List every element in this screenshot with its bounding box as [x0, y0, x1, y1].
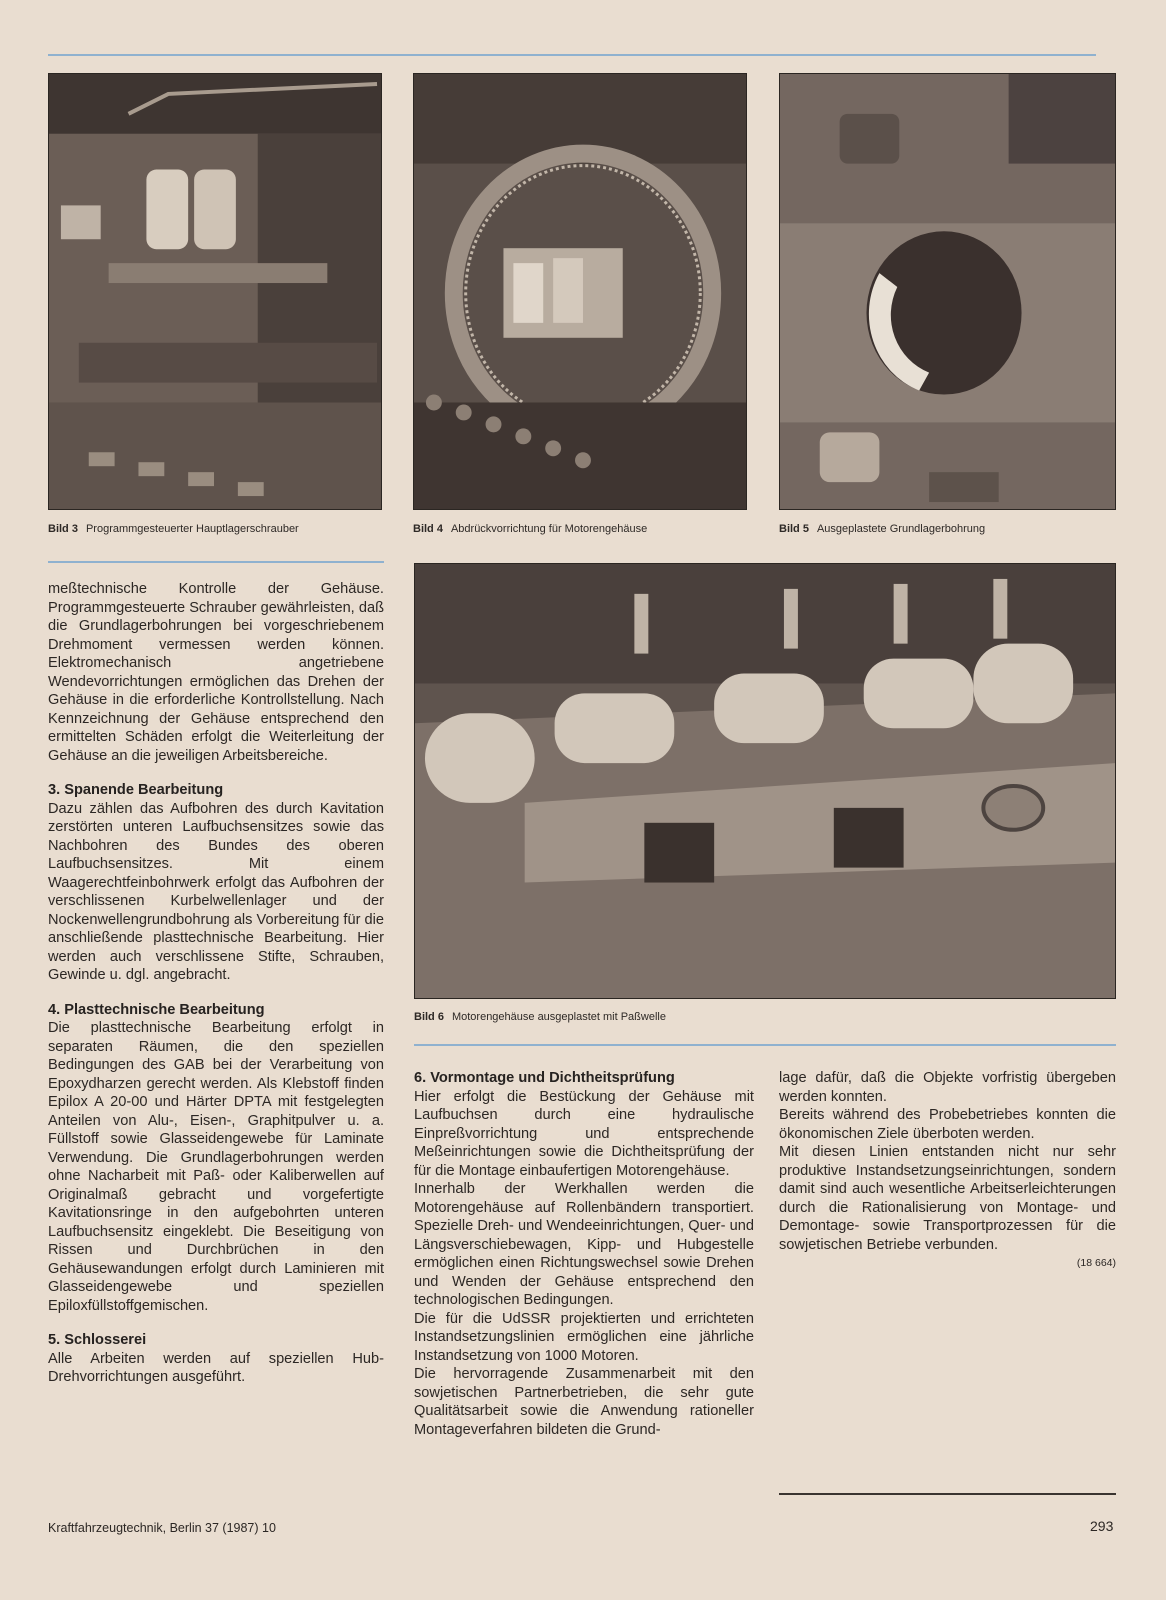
journal-footer: Kraftfahrzeugtechnik, Berlin 37 (1987) 10 [48, 1521, 276, 1535]
paragraph: lage dafür, daß die Objekte vorfristig übergeben werden konnten. [779, 1070, 1116, 1105]
paragraph: Die plasttechnische Bearbeitung erfolgt in separaten Räumen, die den speziellen Bedingungen des GAB bei der Verarbeitung von Epoxydharzen gerecht werden. Als Klebstoff finden Epilox A 20-00 und Härter DPTA mit festgelegten Anteilen von Alu-, Eisen-, Graphitpulver u. a. Füllstoff sowie Glasseidengewebe für Laminate Verwendung. Die Grundlagerbohrungen werden ohne Nacharbeit mit Paß- oder Kaliberwellen auf Originalmaß gebracht und vorgefertigte Kavitationsringe in den aufgebohrten unteren Laufbuchsensitz eingeklebt. Die Beseitigung von Rissen und Durchbrüchen in den Gehäusewandungen erfolgt durch Laminieren mit Glasseidengewebe und speziellen Epiloxfüllstoffgemischen. [48, 1020, 384, 1314]
paragraph: Innerhalb der Werkhallen werden die Motorengehäuse auf Rollenbändern transportiert. Spezielle Dreh- und Wendeeinrichtungen, Quer- und Längsverschiebewagen, Kipp- und Hubgestelle ermöglichen einen Richtungswechsel sowie Drehen und Wenden der Gehäuse entsprechend den technologischen Bedingungen. [414, 1181, 754, 1308]
photo-bild-3 [48, 73, 382, 510]
page-number: 293 [1090, 1518, 1114, 1534]
section-heading: 6. Vormontage und Dichtheitsprüfung [414, 1070, 675, 1086]
photo-bild-6 [414, 563, 1116, 999]
paragraph: Bereits während des Probebetriebes konnten die ökonomischen Ziele überboten werden. [779, 1107, 1116, 1142]
paragraph: Hier erfolgt die Bestückung der Gehäuse mit Laufbuchsen durch eine hydraulische Einpreßvorrichtung und entsprechende Meßeinrichtungen sowie die Dichtheitsprüfung der für die Montage einbaufertigen Motorengehäuse. [414, 1088, 754, 1179]
paragraph: meßtechnische Kontrolle der Gehäuse. Programmgesteuerte Schrauber gewährleisten, daß die Grundlagerbohrungen bei vorgeschriebenem Drehmoment vermessen werden können. Elektromechanisch angetriebene Wendevorrichtungen ermöglichen das Drehen der Gehäuse in die erforderliche Kontrollstellung. Nach Kennzeichnung der Gehäuse entsprechend den ermittelten Schäden erfolgt die Weiterleitung der Gehäuse an die jeweiligen Arbeitsbereiche. [48, 581, 384, 764]
article-reference-number: (18 664) [1076, 1257, 1116, 1269]
paragraph: Die für die UdSSR projektierten und errichteten Instandsetzungslinien ermöglichen eine jährliche Instandsetzung von 1000 Motoren. [414, 1310, 754, 1364]
section-heading: 3. Spanende Bearbeitung [48, 782, 224, 798]
figure-number: Bild 5 [779, 523, 809, 535]
top-rule [48, 54, 1096, 56]
caption-bild-3 [48, 522, 299, 536]
caption-bild-5 [779, 522, 985, 536]
paragraph: Alle Arbeiten werden auf speziellen Hub-Drehvorrichtungen ausgeführt. [48, 1350, 384, 1385]
text-column-1 [48, 580, 384, 1387]
photo-bild-4 [413, 73, 747, 510]
left-column-rule [48, 561, 384, 563]
paragraph: Mit diesen Linien entstanden nicht nur sehr produktive Instandsetzungseinrichtungen, sondern damit sind auch wesentliche Arbeitserleichterungen durch die Rationalisierung von Montage- und Demontage- sowie Transportprozessen für die sowjetischen Betriebe verbunden. [779, 1144, 1116, 1253]
text-column-3 [779, 1069, 1116, 1273]
text-column-2 [414, 1069, 754, 1439]
caption-bild-6 [414, 1010, 666, 1024]
caption-bild-4 [413, 522, 647, 536]
figure-number: Bild 3 [48, 523, 78, 535]
section-heading: 4. Plasttechnische Bearbeitung [48, 1001, 265, 1018]
paragraph: Die hervorragende Zusammenarbeit mit den sowjetischen Partnerbetrieben, die sehr gute Qualitätsarbeit sowie die Anwendung rationeller Montageverfahren bildeten die Grund- [414, 1366, 754, 1438]
figure-caption-text: Ausgeplastete Grundlagerbohrung [816, 523, 986, 535]
figure-caption-text: Programmgesteuerter Hauptlagerschrauber [85, 523, 299, 535]
figure-number: Bild 6 [414, 1011, 444, 1023]
section-heading: 5. Schlosserei [48, 1332, 147, 1348]
paragraph: Dazu zählen das Aufbohren des durch Kavitation zerstörten unteren Laufbuchsensitzes sowie das Nachbohren des Bundes des oberen Laufbuchsensitzes. Mit einem Waagerechtfeinbohrwerk erfolgt das Aufbohren der verschlissenen Kurbelwellenlager und der Nockenwellengrundbohrung als Vorbereitung für die anschließende plasttechnische Bearbeitung. Hier werden auch verschlissene Stifte, Schrauben, Gewinde u. dgl. angebracht. [48, 800, 384, 983]
end-rule [779, 1493, 1116, 1495]
lower-rule [414, 1044, 1116, 1046]
figure-caption-text: Abdrückvorrichtung für Motorengehäuse [450, 523, 648, 535]
photo-bild-5 [779, 73, 1116, 510]
figure-number: Bild 4 [413, 523, 443, 535]
figure-caption-text: Motorengehäuse ausgeplastet mit Paßwelle [451, 1011, 666, 1023]
